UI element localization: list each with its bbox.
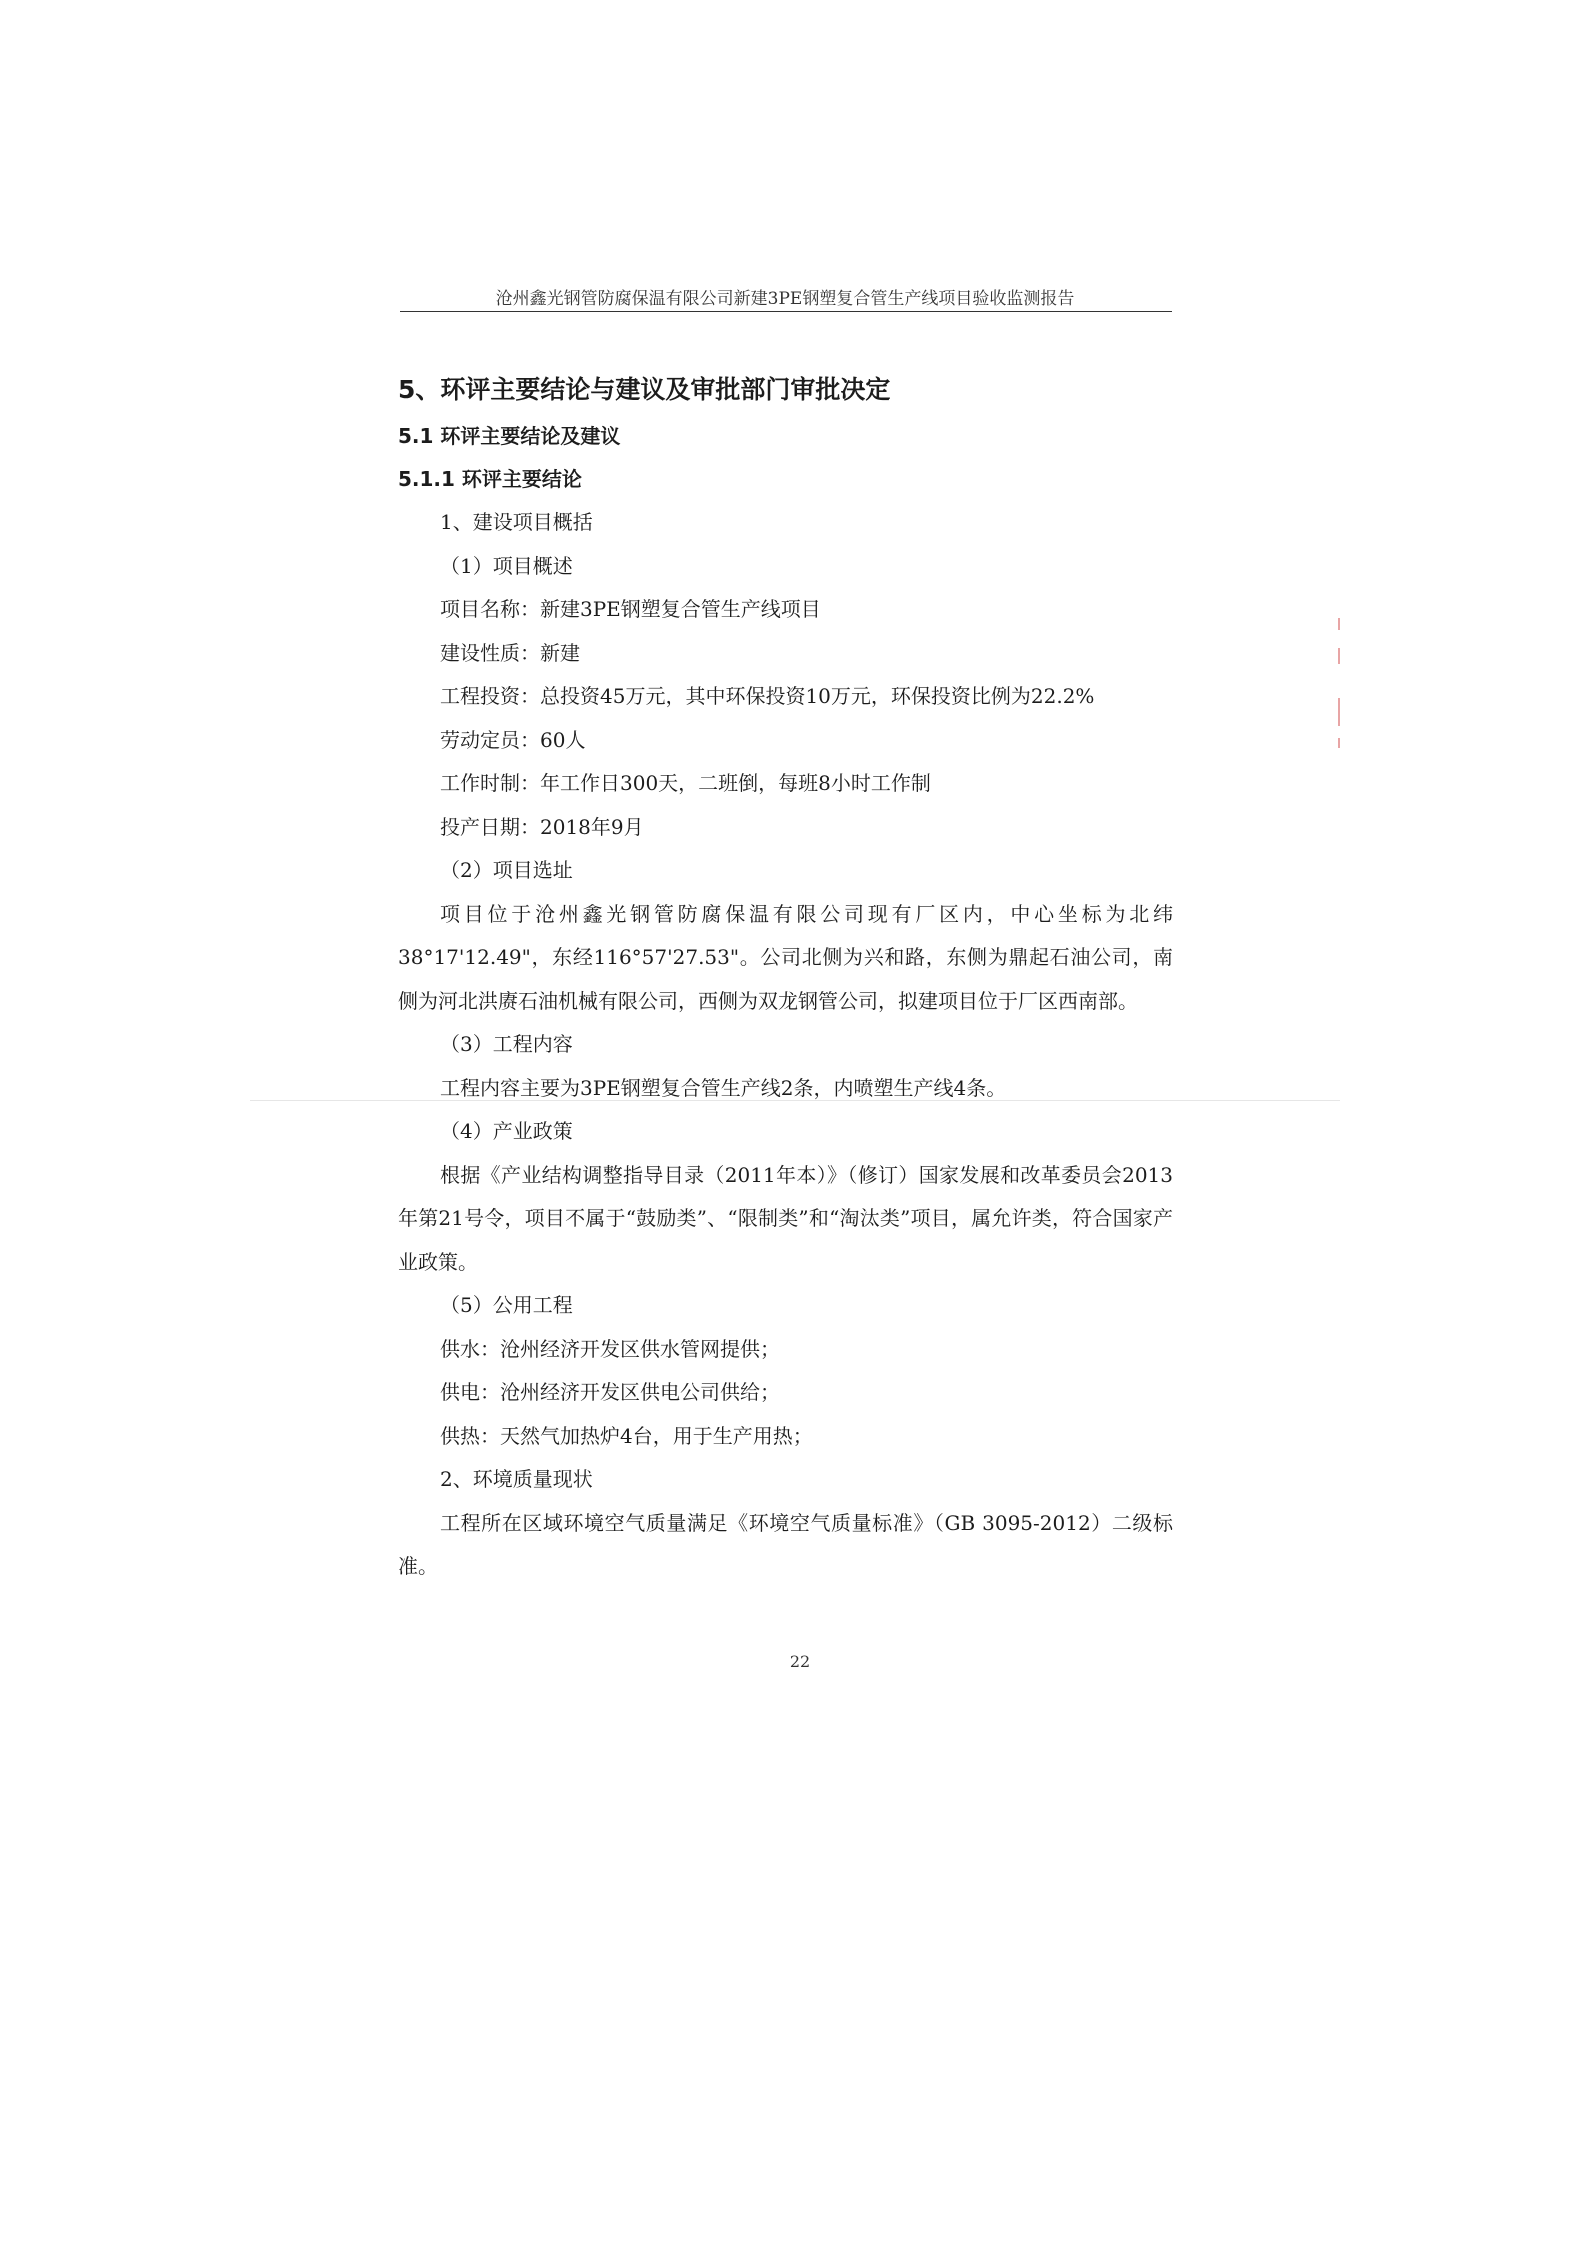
- sub-heading: （2）项目选址: [440, 858, 573, 882]
- sub-heading: （4）产业政策: [440, 1119, 573, 1143]
- work-schedule: 工作时制：年工作日300天，二班倒，每班8小时工作制: [440, 771, 931, 795]
- section-heading: 5、环评主要结论与建议及审批部门审批决定: [398, 375, 891, 404]
- power-supply: 供电：沧州经济开发区供电公司供给；: [440, 1380, 780, 1404]
- subsubsection-heading: 5.1.1 环评主要结论: [398, 467, 582, 491]
- sub-heading: （5）公用工程: [440, 1293, 573, 1317]
- heat-supply: 供热：天然气加热炉4台，用于生产用热；: [440, 1423, 813, 1448]
- list-item: 2、环境质量现状: [440, 1467, 593, 1491]
- project-name: 项目名称：新建3PE钢塑复合管生产线项目: [440, 597, 821, 621]
- staffing: 劳动定员：60人: [440, 727, 586, 752]
- header-rule: [400, 311, 1172, 312]
- margin-mark: [1338, 698, 1340, 726]
- margin-mark: [1338, 648, 1340, 664]
- water-supply: 供水：沧州经济开发区供水管网提供；: [440, 1336, 780, 1361]
- document-body: [398, 360, 1173, 1589]
- works-paragraph: 工程内容主要为3PE钢塑复合管生产线2条，内喷塑生产线4条。: [440, 1075, 1007, 1100]
- investment: 工程投资：总投资45万元，其中环保投资10万元，环保投资比例为22.2%: [440, 684, 1095, 708]
- policy-paragraph: 根据《产业结构调整指导目录（2011年本）》（修订）国家发展和改革委员会2013年第21号令，项目不属于“鼓励类”、“限制类”和“淘汰类”项目，属允许类，符合国家产业政策。: [398, 1162, 1173, 1274]
- subsection-heading: 5.1 环评主要结论及建议: [398, 424, 621, 448]
- list-item: 1、建设项目概括: [440, 510, 593, 534]
- page-number: 22: [789, 1652, 811, 1671]
- start-date: 投产日期：2018年9月: [440, 814, 644, 839]
- sub-heading: （1）项目概述: [440, 553, 573, 578]
- running-header: 沧州鑫光钢管防腐保温有限公司新建3PE钢塑复合管生产线项目验收监测报告: [495, 289, 1075, 309]
- margin-mark: [1338, 738, 1340, 748]
- margin-mark: [1338, 618, 1340, 630]
- construction-nature: 建设性质：新建: [440, 640, 580, 665]
- air-quality-paragraph: 工程所在区域环境空气质量满足《环境空气质量标准》（GB 3095-2012）二级标准。: [398, 1510, 1173, 1578]
- location-paragraph: 项目位于沧州鑫光钢管防腐保温有限公司现有厂区内，中心坐标为北纬38°17'12.49"，东经116°57'27.53"。公司北侧为兴和路，东侧为鼎起石油公司，南侧为河北洪赓石油机械有限公司，西侧为双龙钢管公司，拟建项目位于厂区西南部。: [398, 901, 1173, 1013]
- sub-heading: （3）工程内容: [440, 1032, 573, 1056]
